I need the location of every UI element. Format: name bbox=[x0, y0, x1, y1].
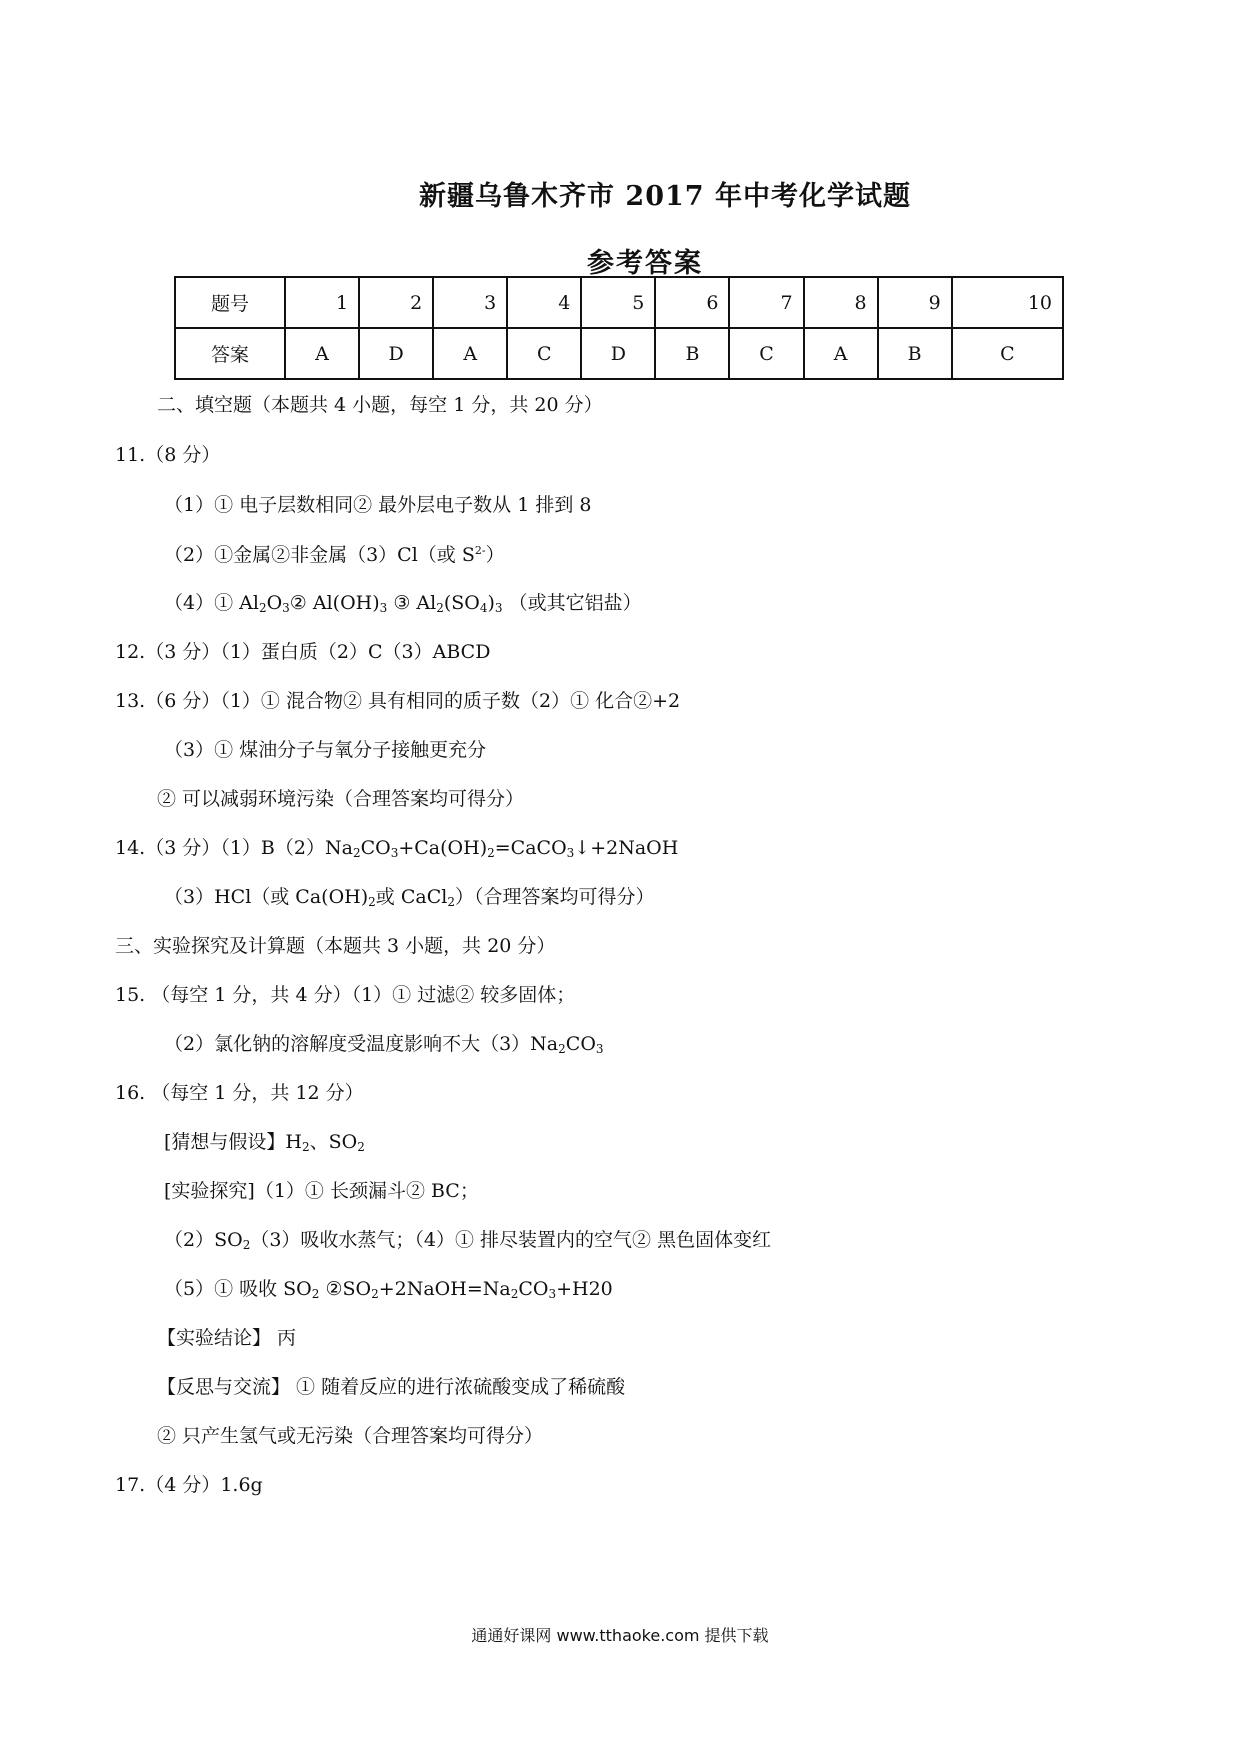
answer-line: [猜想与假设】$H_2$、$SO_2$ bbox=[164, 1131, 365, 1154]
table-cell: 10 bbox=[952, 277, 1063, 328]
table-header-cell: 题号 bbox=[175, 277, 285, 328]
table-cell: C bbox=[507, 328, 581, 379]
table-header-cell: 答案 bbox=[175, 328, 285, 379]
table-cell: 8 bbox=[804, 277, 878, 328]
footer-credit: 通通好课网 www.tthaoke.com 提供下载 bbox=[471, 1626, 769, 1645]
answer-line: （2）①金属②非金属（3）Cl（或 $S^{2-}$） bbox=[164, 544, 505, 566]
table-cell: D bbox=[581, 328, 655, 379]
table-cell: A bbox=[285, 328, 359, 379]
table-cell: 4 bbox=[507, 277, 581, 328]
table-cell: D bbox=[359, 328, 433, 379]
table-cell: 7 bbox=[729, 277, 803, 328]
answer-line: ② 可以减弱环境污染（合理答案均可得分） bbox=[157, 788, 525, 810]
table-cell: 9 bbox=[878, 277, 952, 328]
question-line: 12.（3 分）（1）蛋白质（2）C（3）ABCD bbox=[115, 641, 491, 663]
answer-line: ② 只产生氢气或无污染（合理答案均可得分） bbox=[157, 1425, 544, 1447]
table-cell: B bbox=[878, 328, 952, 379]
table-cell: 3 bbox=[433, 277, 507, 328]
page-subtitle: 参考答案 bbox=[587, 248, 703, 279]
answer-line: （4）① $Al_2O_3②$ $Al(OH)_3$ ③ $Al_2(SO_4)_3$ （或其它铝盐） bbox=[164, 592, 642, 615]
table-cell: C bbox=[729, 328, 803, 379]
table-cell: 1 bbox=[285, 277, 359, 328]
page-title: 新疆乌鲁木齐市 2017 年中考化学试题 bbox=[419, 181, 911, 212]
answer-line: [实验探究]（1）① 长颈漏斗② BC； bbox=[164, 1180, 479, 1202]
answer-line: （1）① 电子层数相同② 最外层电子数从 1 排到 8 bbox=[164, 494, 592, 516]
answer-line: 【反思与交流】 ① 随着反应的进行浓硫酸变成了稀硫酸 bbox=[157, 1376, 626, 1398]
question-line: 13.（6 分）（1）① 混合物② 具有相同的质子数（2）① 化合②+2 bbox=[115, 690, 681, 712]
question-line: 16. （每空 1 分，共 12 分） bbox=[115, 1082, 364, 1104]
section-heading: 二、填空题（本题共 4 小题，每空 1 分，共 20 分） bbox=[157, 394, 603, 416]
question-line: 17.（4 分）1.6g bbox=[115, 1474, 263, 1496]
answer-line: （2）氯化钠的溶解度受温度影响不大$(3)Na_2CO_3$ bbox=[164, 1033, 604, 1056]
answer-line: （3）① 煤油分子与氧分子接触更充分 bbox=[164, 739, 487, 761]
table-cell: A bbox=[804, 328, 878, 379]
table-cell: 6 bbox=[655, 277, 729, 328]
answer-table bbox=[174, 276, 1064, 380]
question-line: 14.（3 分）$(1)B(2)Na_2CO_3+Ca(OH)_2=CaCO_3↓+2NaOH$ bbox=[115, 837, 679, 860]
question-line: 11.（8 分） bbox=[115, 444, 221, 466]
answer-line: （5）① 吸收 $SO_2$ $②SO_2+2NaOH=Na_2CO_3+H20$ bbox=[164, 1278, 613, 1301]
table-cell: 2 bbox=[359, 277, 433, 328]
answer-line: 【实验结论】 丙 bbox=[157, 1327, 297, 1349]
section-heading: 三、实验探究及计算题（本题共 3 小题，共 20 分） bbox=[115, 935, 556, 957]
table-row-numbers bbox=[175, 277, 1063, 328]
table-cell: C bbox=[952, 328, 1063, 379]
question-line: 15. （每空 1 分，共 4 分）（1）① 过滤② 较多固体； bbox=[115, 984, 576, 1006]
table-cell: B bbox=[655, 328, 729, 379]
answer-line: $(2)SO_2(3)$吸收水蒸气；（4）① 排尽装置内的空气② 黑色固体变红 bbox=[164, 1229, 772, 1252]
table-row-answers bbox=[175, 328, 1063, 379]
table-cell: 5 bbox=[581, 277, 655, 328]
answer-line: （3）HCl（或 $Ca(OH)_2$或 CaCl$_2$）（合理答案均可得分） bbox=[164, 886, 655, 909]
table-cell: A bbox=[433, 328, 507, 379]
